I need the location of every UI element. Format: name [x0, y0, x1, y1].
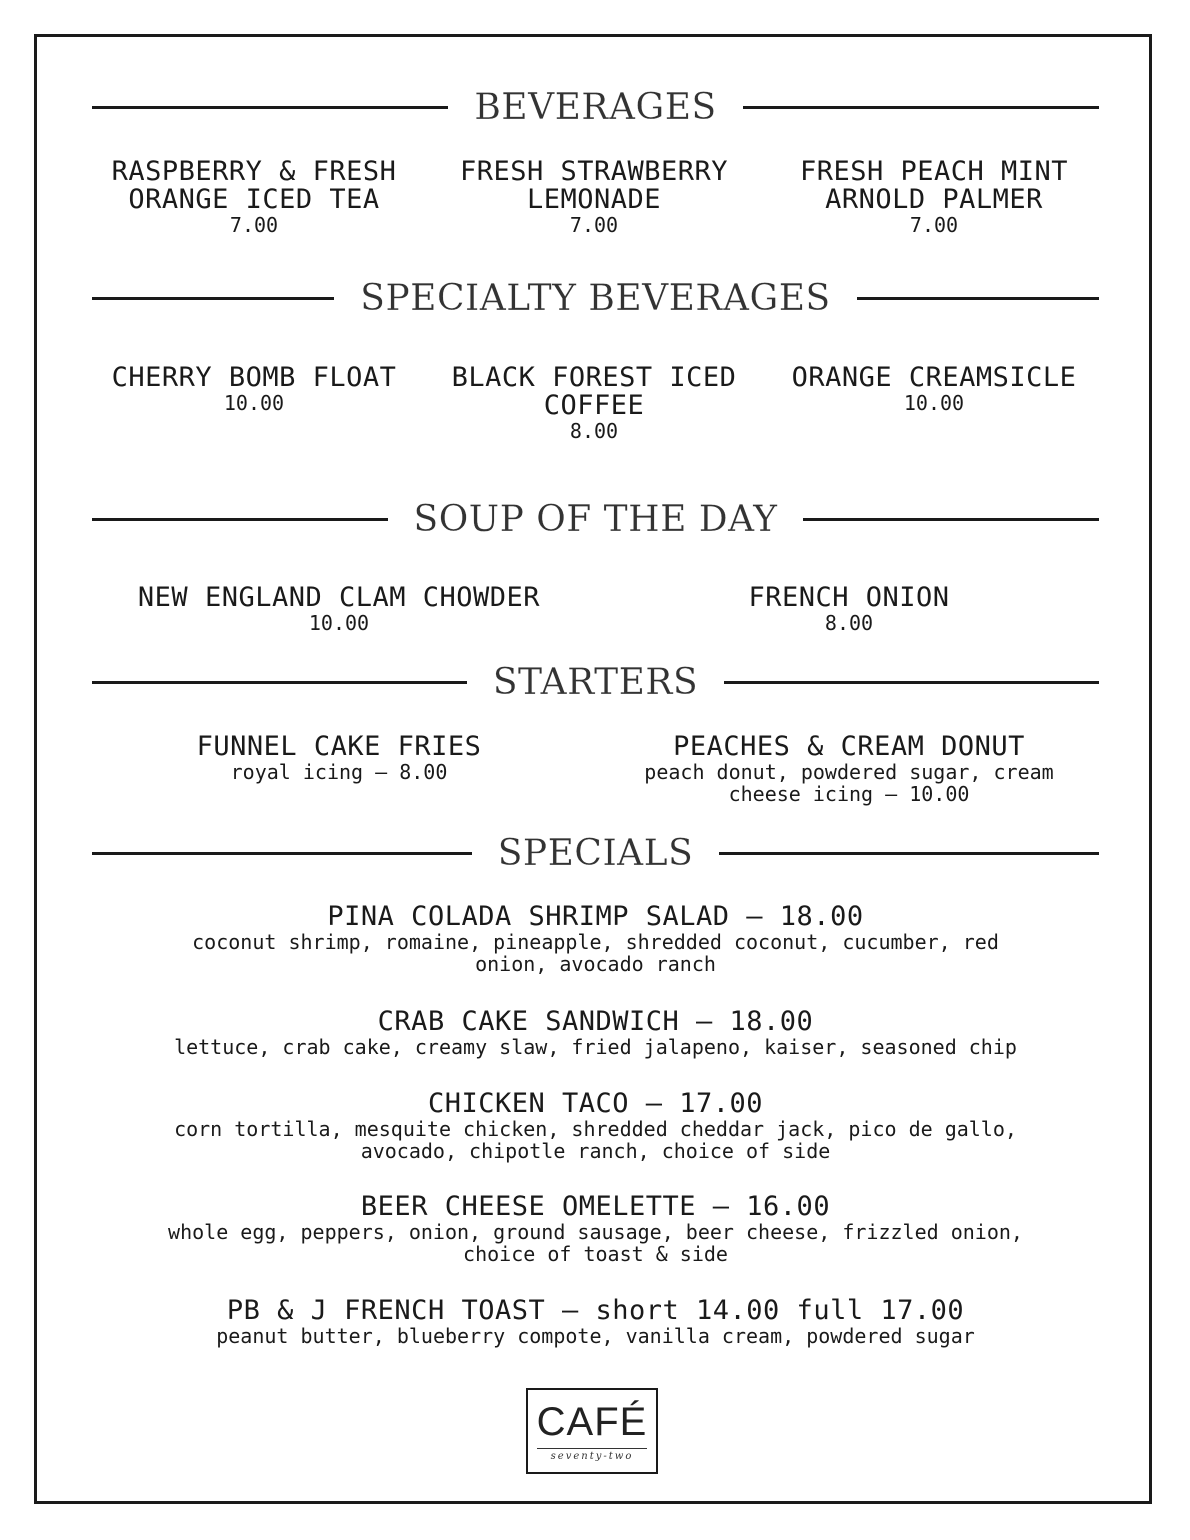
item-price: 8.00	[824, 611, 874, 635]
item-description: royal icing – 8.00	[230, 760, 448, 784]
special-name: CRAB CAKE SANDWICH – 18.00	[377, 1006, 814, 1037]
item-price: 7.00	[229, 213, 279, 237]
menu-item	[92, 584, 586, 634]
special-name: PINA COLADA SHRIMP SALAD – 18.00	[327, 901, 864, 932]
menu-item	[432, 158, 756, 236]
section-header-starters	[92, 657, 1099, 707]
item-name: FRESH STRAWBERRY LEMONADE	[459, 156, 729, 215]
special-item	[92, 1297, 1099, 1347]
menu-item	[772, 364, 1096, 414]
item-name: FRESH PEACH MINT ARNOLD PALMER	[799, 156, 1069, 215]
divider-rule	[743, 106, 1099, 109]
item-price: 10.00	[903, 391, 965, 415]
item-description: peach donut, powdered sugar, cream cheese icing – 10.00	[644, 760, 1054, 806]
item-price: 7.00	[909, 213, 959, 237]
section-title: SOUP OF THE DAY	[413, 498, 778, 540]
item-price: 8.00	[569, 419, 619, 443]
section-header-specials	[92, 828, 1099, 878]
item-price: 7.00	[569, 213, 619, 237]
divider-rule	[803, 518, 1099, 521]
section-header-specialty-beverages	[92, 273, 1099, 323]
divider-rule	[92, 681, 467, 684]
logo-wordmark: CAFÉ	[536, 1400, 648, 1444]
item-price: 10.00	[223, 391, 285, 415]
cafe-logo	[526, 1388, 658, 1474]
divider-rule	[857, 297, 1099, 300]
item-name: FRENCH ONION	[748, 582, 950, 613]
special-item	[92, 1193, 1099, 1265]
item-name: ORANGE CREAMSICLE	[791, 362, 1077, 393]
special-name: BEER CHEESE OMELETTE – 16.00	[360, 1191, 831, 1222]
divider-rule	[92, 106, 448, 109]
item-name: FUNNEL CAKE FRIES	[196, 731, 482, 762]
logo-subtitle: seventy-two	[550, 1451, 634, 1462]
special-name: PB & J FRENCH TOAST – short 14.00 full 17.00	[226, 1295, 965, 1326]
item-price: 10.00	[308, 611, 370, 635]
special-item	[92, 1090, 1099, 1162]
menu-item	[772, 158, 1096, 236]
menu-item	[602, 733, 1096, 805]
item-name: PEACHES & CREAM DONUT	[673, 731, 1025, 762]
section-title: SPECIALTY BEVERAGES	[360, 277, 831, 319]
divider-rule	[719, 852, 1099, 855]
item-name: RASPBERRY & FRESH ORANGE ICED TEA	[111, 156, 397, 215]
divider-rule	[92, 518, 388, 521]
item-name: CHERRY BOMB FLOAT	[111, 362, 397, 393]
special-description: peanut butter, blueberry compote, vanilla cream, powdered sugar	[216, 1324, 975, 1348]
section-title: BEVERAGES	[474, 86, 717, 128]
divider-rule	[92, 852, 472, 855]
section-title: SPECIALS	[497, 832, 694, 874]
divider-rule	[724, 681, 1099, 684]
logo-rule	[537, 1448, 647, 1449]
section-header-soup	[92, 494, 1099, 544]
menu-item	[602, 584, 1096, 634]
item-name: NEW ENGLAND CLAM CHOWDER	[137, 582, 541, 613]
special-description: corn tortilla, mesquite chicken, shredded cheddar jack, pico de gallo, avocado, chipotle ranch, choice of side	[174, 1117, 1017, 1163]
special-item	[92, 1008, 1099, 1058]
special-description: coconut shrimp, romaine, pineapple, shredded coconut, cucumber, red onion, avocado ranch	[192, 930, 999, 976]
special-description: lettuce, crab cake, creamy slaw, fried jalapeno, kaiser, seasoned chip	[174, 1035, 1017, 1059]
special-item	[92, 903, 1099, 975]
special-name: CHICKEN TACO – 17.00	[427, 1088, 764, 1119]
section-header-beverages	[92, 82, 1099, 132]
menu-item	[432, 364, 756, 442]
menu-item	[92, 158, 416, 236]
section-title: STARTERS	[492, 661, 699, 703]
menu-item	[92, 733, 586, 783]
divider-rule	[92, 297, 334, 300]
special-description: whole egg, peppers, onion, ground sausage, beer cheese, frizzled onion, choice of toast & side	[168, 1220, 1023, 1266]
menu-item	[92, 364, 416, 414]
item-name: BLACK FOREST ICED COFFEE	[451, 362, 737, 421]
